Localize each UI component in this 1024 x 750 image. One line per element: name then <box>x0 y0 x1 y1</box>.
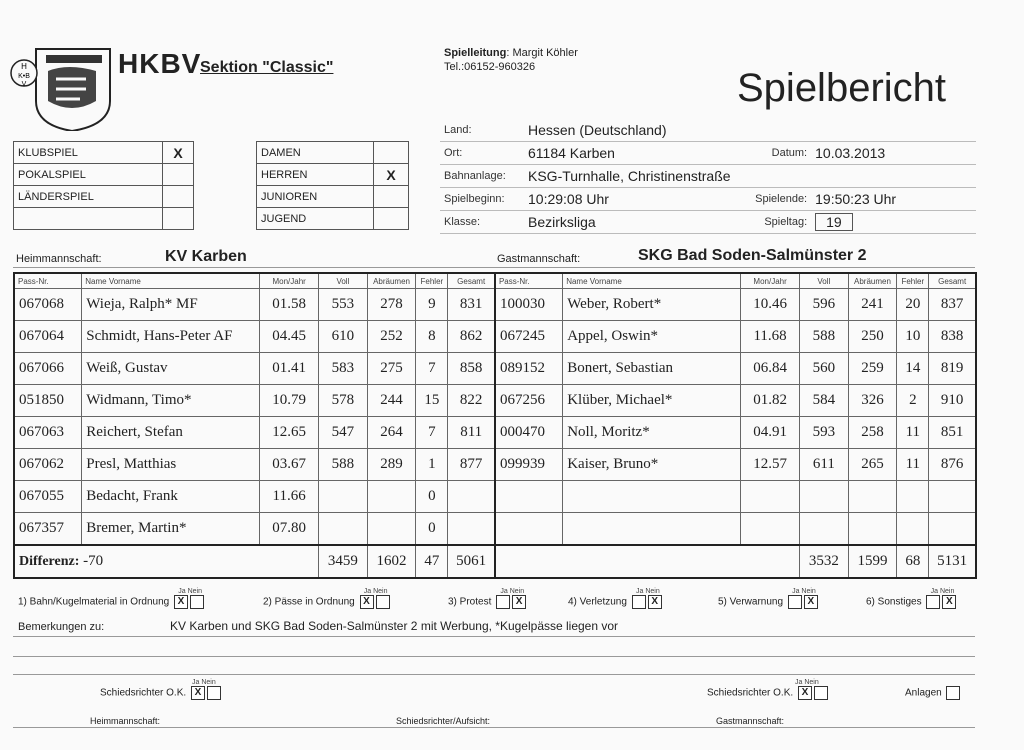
game-type-mark: X <box>163 142 194 164</box>
home-name-cell: Wieja, Ralph* MF <box>82 289 260 321</box>
home-voll-cell: 578 <box>319 385 368 417</box>
checkbox-ja[interactable]: X <box>174 595 188 609</box>
checkbox-nein[interactable]: X <box>942 595 956 609</box>
section-name: Sektion "Classic" <box>200 59 334 76</box>
difference-value: -70 <box>83 553 104 569</box>
difference-label: Differenz: <box>19 554 80 569</box>
guest-pass-cell: 000470 <box>495 417 563 449</box>
guest-total-gesamt: 5131 <box>929 545 976 578</box>
guest-total-fehler: 68 <box>897 545 929 578</box>
player-row <box>14 353 976 385</box>
match-director <box>444 46 578 74</box>
home-fehler-cell: 7 <box>416 417 448 449</box>
guest-fehler-cell: 11 <box>897 449 929 481</box>
svg-text:K•B: K•B <box>18 73 30 80</box>
category-row: HERREN X <box>257 164 409 186</box>
home-pass-cell: 051850 <box>14 385 82 417</box>
checkbox-ja[interactable] <box>926 595 940 609</box>
checkbox-ja[interactable] <box>496 595 510 609</box>
director-label: Spielleitung <box>444 47 507 59</box>
home-fehler-cell: 7 <box>416 353 448 385</box>
guest-fehler-cell: 2 <box>897 385 929 417</box>
check-item: Ja Nein 5) Verwarnung X <box>718 588 816 608</box>
guest-voll-cell: 611 <box>800 449 849 481</box>
home-voll-cell: 547 <box>319 417 368 449</box>
director-name: : Margit Köhler <box>506 47 578 59</box>
home-date-cell: 10.79 <box>260 385 319 417</box>
guest-abr-cell: 265 <box>848 449 897 481</box>
home-pass-cell: 067062 <box>14 449 82 481</box>
checkbox-ja[interactable]: X <box>360 595 374 609</box>
director-phone: Tel.:06152-960326 <box>444 61 536 73</box>
home-team-name: KV Karben <box>165 248 247 265</box>
home-pass-cell: 067055 <box>14 481 82 513</box>
home-voll-cell: 610 <box>319 321 368 353</box>
checkbox-nein[interactable]: X <box>512 595 526 609</box>
guest-voll-cell: 588 <box>800 321 849 353</box>
home-fehler-cell: 8 <box>416 321 448 353</box>
home-total-gesamt: 5061 <box>448 545 495 578</box>
checkbox-nein[interactable] <box>190 595 204 609</box>
category-mark <box>374 208 409 230</box>
guest-date-cell: 06.84 <box>741 353 800 385</box>
totals-row <box>14 545 976 578</box>
guest-gesamt-cell: 819 <box>929 353 976 385</box>
home-voll-cell <box>319 513 368 546</box>
guest-voll-cell <box>800 481 849 513</box>
home-date-cell: 11.66 <box>260 481 319 513</box>
guest-voll-cell: 560 <box>800 353 849 385</box>
game-type-row: POKALSPIEL <box>14 164 194 186</box>
home-gesamt-cell <box>448 481 495 513</box>
home-abr-cell: 264 <box>367 417 416 449</box>
home-pass-cell: 067063 <box>14 417 82 449</box>
guest-abr-cell: 258 <box>848 417 897 449</box>
home-name-cell: Presl, Matthias <box>82 449 260 481</box>
home-fehler-cell: 1 <box>416 449 448 481</box>
guest-gesamt-cell <box>929 513 976 546</box>
check-label: 3) Protest <box>448 596 492 608</box>
guest-fehler-cell <box>897 481 929 513</box>
category-row: JUGEND <box>257 208 409 230</box>
home-name-cell: Widmann, Timo* <box>82 385 260 417</box>
country-value: Hessen (Deutschland) <box>524 119 976 142</box>
home-gesamt-cell: 877 <box>448 449 495 481</box>
signature-guest: Gastmannschaft: <box>716 716 785 726</box>
checklist <box>18 588 968 614</box>
home-fehler-cell: 15 <box>416 385 448 417</box>
home-total-voll: 3459 <box>319 545 368 578</box>
check-item: Ja Nein 2) Pässe in Ordnung X <box>263 588 388 608</box>
checkbox-nein[interactable]: X <box>804 595 818 609</box>
guest-name-cell <box>563 513 741 546</box>
home-team-label: Heimmannschaft: <box>16 253 102 265</box>
game-type-row <box>14 208 194 230</box>
guest-pass-cell: 067245 <box>495 321 563 353</box>
game-type-box <box>13 141 194 230</box>
guest-pass-cell: 100030 <box>495 289 563 321</box>
signature-home: Heimmannschaft: <box>90 716 161 726</box>
guest-gesamt-cell: 910 <box>929 385 976 417</box>
guest-date-cell: 01.82 <box>741 385 800 417</box>
guest-total-voll: 3532 <box>800 545 849 578</box>
checkbox-nein[interactable] <box>207 686 221 700</box>
hkbv-logo <box>10 45 114 131</box>
org-name: HKBV <box>118 48 202 79</box>
guest-abr-cell <box>848 513 897 546</box>
referee-ok-home: Ja Nein Schiedsrichter O.K. X <box>100 679 221 700</box>
guest-pass-cell <box>495 481 563 513</box>
guest-name-cell: Klüber, Michael* <box>563 385 741 417</box>
guest-name-cell: Kaiser, Bruno* <box>563 449 741 481</box>
player-row <box>14 417 976 449</box>
league-value: Bezirksliga <box>524 211 700 234</box>
guest-voll-cell: 584 <box>800 385 849 417</box>
start-time-value: 10:29:08 Uhr <box>524 188 700 211</box>
home-name-cell: Bedacht, Frank <box>82 481 260 513</box>
place-value: 61184 Karben <box>524 142 700 165</box>
guest-team-label: Gastmannschaft: <box>497 253 581 265</box>
home-date-cell: 01.58 <box>260 289 319 321</box>
guest-date-cell: 11.68 <box>741 321 800 353</box>
attachments-checkbox[interactable] <box>946 686 960 700</box>
home-abr-cell <box>367 481 416 513</box>
home-voll-cell: 583 <box>319 353 368 385</box>
game-type-row: LÄNDERSPIEL <box>14 186 194 208</box>
guest-date-cell <box>741 513 800 546</box>
remarks-label: Bemerkungen zu: <box>18 621 105 633</box>
home-voll-cell <box>319 481 368 513</box>
guest-voll-cell: 596 <box>800 289 849 321</box>
checkbox-nein[interactable]: X <box>648 595 662 609</box>
home-pass-cell: 067357 <box>14 513 82 546</box>
end-time-value: 19:50:23 Uhr <box>811 188 976 211</box>
guest-abr-cell: 241 <box>848 289 897 321</box>
svg-text:V: V <box>21 81 27 88</box>
attachments: Anlagen <box>905 686 960 700</box>
guest-pass-cell: 099939 <box>495 449 563 481</box>
game-type-mark <box>163 186 194 208</box>
check-label: 5) Verwarnung <box>718 596 784 608</box>
player-row <box>14 385 976 417</box>
check-item: Ja Nein 6) Sonstiges X <box>866 588 955 608</box>
referee-ok-guest: Ja Nein Schiedsrichter O.K. X <box>707 679 828 700</box>
guest-voll-cell <box>800 513 849 546</box>
home-fehler-cell: 9 <box>416 289 448 321</box>
home-abr-cell: 275 <box>367 353 416 385</box>
guest-abr-cell: 250 <box>848 321 897 353</box>
guest-date-cell: 10.46 <box>741 289 800 321</box>
category-box <box>256 141 409 230</box>
category-mark <box>374 186 409 208</box>
guest-fehler-cell: 14 <box>897 353 929 385</box>
checkbox-nein[interactable] <box>814 686 828 700</box>
guest-gesamt-cell: 876 <box>929 449 976 481</box>
guest-fehler-cell <box>897 513 929 546</box>
check-label: 1) Bahn/Kugelmaterial in Ordnung <box>18 596 170 608</box>
checkbox-nein[interactable] <box>376 595 390 609</box>
page-title: Spielbericht <box>737 66 947 110</box>
checkbox-ja[interactable] <box>788 595 802 609</box>
guest-name-cell: Bonert, Sebastian <box>563 353 741 385</box>
match-info: Land: Hessen (Deutschland) Ort: 61184 Karben Datum: 10.03.2013 Bahnanlage: KSG-Turnhalle, Christinenstraße Spielbeginn: 10:29:08 Uhr Spielende: 19:50:23 Uhr Klasse: Bezirksliga Spieltag: 19 <box>440 119 976 234</box>
checkbox-ja[interactable] <box>632 595 646 609</box>
home-name-cell: Weiß, Gustav <box>82 353 260 385</box>
table-header: Pass-Nr. Name Vorname Mon/Jahr Voll Abräumen Fehler Gesamt Pass-Nr. Name Vorname Mon/Jahr Voll Abräumen Fehler Gesamt <box>14 273 976 289</box>
check-item: Ja Nein 3) Protest X <box>448 588 525 608</box>
home-date-cell: 01.41 <box>260 353 319 385</box>
home-pass-cell: 067064 <box>14 321 82 353</box>
results-table <box>13 272 977 579</box>
matchday-value: 19 <box>811 211 976 234</box>
home-gesamt-cell: 822 <box>448 385 495 417</box>
guest-gesamt-cell: 851 <box>929 417 976 449</box>
check-label: 4) Verletzung <box>568 596 627 608</box>
home-name-cell: Schmidt, Hans-Peter AF <box>82 321 260 353</box>
guest-abr-cell <box>848 481 897 513</box>
guest-gesamt-cell: 837 <box>929 289 976 321</box>
home-pass-cell: 067068 <box>14 289 82 321</box>
guest-pass-cell: 089152 <box>495 353 563 385</box>
home-name-cell: Reichert, Stefan <box>82 417 260 449</box>
game-type-row: KLUBSPIEL X <box>14 142 194 164</box>
home-voll-cell: 553 <box>319 289 368 321</box>
home-abr-cell: 252 <box>367 321 416 353</box>
player-row <box>14 449 976 481</box>
check-label: 2) Pässe in Ordnung <box>263 596 355 608</box>
home-total-abr: 1602 <box>367 545 416 578</box>
guest-name-cell <box>563 481 741 513</box>
category-row: JUNIOREN <box>257 186 409 208</box>
venue-value: KSG-Turnhalle, Christinenstraße <box>524 165 976 188</box>
guest-name-cell: Appel, Oswin* <box>563 321 741 353</box>
guest-abr-cell: 326 <box>848 385 897 417</box>
home-voll-cell: 588 <box>319 449 368 481</box>
guest-pass-cell <box>495 513 563 546</box>
guest-fehler-cell: 20 <box>897 289 929 321</box>
home-total-fehler: 47 <box>416 545 448 578</box>
home-date-cell: 03.67 <box>260 449 319 481</box>
category-mark <box>374 142 409 164</box>
player-row <box>14 321 976 353</box>
date-value: 10.03.2013 <box>811 142 976 165</box>
home-abr-cell: 244 <box>367 385 416 417</box>
guest-date-cell: 04.91 <box>741 417 800 449</box>
home-pass-cell: 067066 <box>14 353 82 385</box>
guest-voll-cell: 593 <box>800 417 849 449</box>
signature-referee: Schiedsrichter/Aufsicht: <box>396 716 491 726</box>
home-date-cell: 04.45 <box>260 321 319 353</box>
home-gesamt-cell: 811 <box>448 417 495 449</box>
check-item: Ja Nein 1) Bahn/Kugelmaterial in Ordnung X <box>18 588 202 608</box>
guest-total-abr: 1599 <box>848 545 897 578</box>
guest-pass-cell: 067256 <box>495 385 563 417</box>
check-label: 6) Sonstiges <box>866 596 922 608</box>
guest-date-cell: 12.57 <box>741 449 800 481</box>
home-name-cell: Bremer, Martin* <box>82 513 260 546</box>
category-row: DAMEN <box>257 142 409 164</box>
home-abr-cell: 289 <box>367 449 416 481</box>
checkbox-ja[interactable]: X <box>191 686 205 700</box>
player-row <box>14 481 976 513</box>
guest-date-cell <box>741 481 800 513</box>
home-gesamt-cell: 858 <box>448 353 495 385</box>
guest-name-cell: Noll, Moritz* <box>563 417 741 449</box>
svg-text:H: H <box>21 62 27 71</box>
home-gesamt-cell: 831 <box>448 289 495 321</box>
home-abr-cell: 278 <box>367 289 416 321</box>
player-row <box>14 513 976 546</box>
home-gesamt-cell: 862 <box>448 321 495 353</box>
checkbox-ja[interactable]: X <box>798 686 812 700</box>
home-date-cell: 07.80 <box>260 513 319 546</box>
game-type-mark <box>163 164 194 186</box>
guest-fehler-cell: 10 <box>897 321 929 353</box>
guest-fehler-cell: 11 <box>897 417 929 449</box>
category-mark: X <box>374 164 409 186</box>
check-item: Ja Nein 4) Verletzung X <box>568 588 660 608</box>
guest-name-cell: Weber, Robert* <box>563 289 741 321</box>
player-row <box>14 289 976 321</box>
home-date-cell: 12.65 <box>260 417 319 449</box>
remarks-text: KV Karben und SKG Bad Soden-Salmünster 2 mit Werbung, *Kugelpässe liegen vor <box>170 619 619 633</box>
guest-gesamt-cell: 838 <box>929 321 976 353</box>
home-gesamt-cell <box>448 513 495 546</box>
home-fehler-cell: 0 <box>416 481 448 513</box>
guest-gesamt-cell <box>929 481 976 513</box>
home-abr-cell <box>367 513 416 546</box>
guest-team-name: SKG Bad Soden-Salmünster 2 <box>638 247 867 264</box>
home-fehler-cell: 0 <box>416 513 448 546</box>
guest-abr-cell: 259 <box>848 353 897 385</box>
